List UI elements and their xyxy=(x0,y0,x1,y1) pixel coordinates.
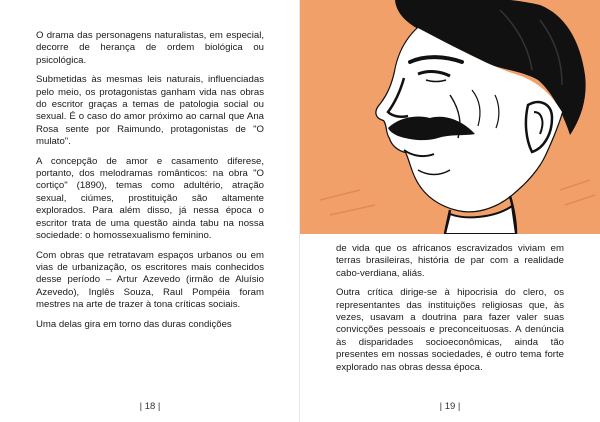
page-number-right: | 19 | xyxy=(439,401,461,412)
paragraph: Com obras que retratavam espaços urbanos ou em vias de urbanização, os escritores mais conhecidos desse período – Artur Azevedo (irmão de Aluísio Azevedo), Inglês Souza, Raul Pompéia foram mestres na arte de trazer à tona críticas sociais. xyxy=(36,249,264,311)
paragraph: Submetidas às mesmas leis naturais, influenciadas pelo meio, os protagonistas ganham vida nas obras do escritor graças a temas de patologia social ou sexual. É o caso do amor próximo ao carnal que Ana Rosa sente por Raimundo, protagonistas de "O mulato". xyxy=(36,74,264,148)
paragraph: A concepção de amor e casamento diferese, portanto, dos melodramas românticos: na obra "O cortiço" (1890), temas como adultério, atração sexual, ciúmes, prostituição são altamente explorados. Para além disso, já nessa época o escritor trata de uma questão ainda tabu na nossa sociedade: o homossexualismo feminino. xyxy=(36,155,264,242)
paragraph: Outra crítica dirige-se à hipocrisia do clero, os representantes das instituições religiosas que, às vezes, usavam a doutrina para fazer valer suas convicções pessoais e preconceituosas. A denúncia às disparidades socioeconômicas, ainda tão presentes em nossas sociedades, é outro tema forte explorado nas obras dessa época. xyxy=(336,287,564,373)
portrait-drawing xyxy=(300,0,600,234)
paragraph: de vida que os africanos escravizados viviam em terras brasileiras, história de par com a realidade cabo-verdiana, aliás. xyxy=(336,243,564,279)
left-page-text xyxy=(36,30,264,338)
portrait-illustration xyxy=(300,0,600,234)
right-page-text xyxy=(336,243,564,381)
paragraph: O drama das personagens naturalistas, em especial, decorre de herança de ordem biológica ou psicológica. xyxy=(36,30,264,66)
paragraph: Uma delas gira em torno das duras condições xyxy=(36,318,232,330)
page-number-left: | 18 | xyxy=(139,401,161,412)
